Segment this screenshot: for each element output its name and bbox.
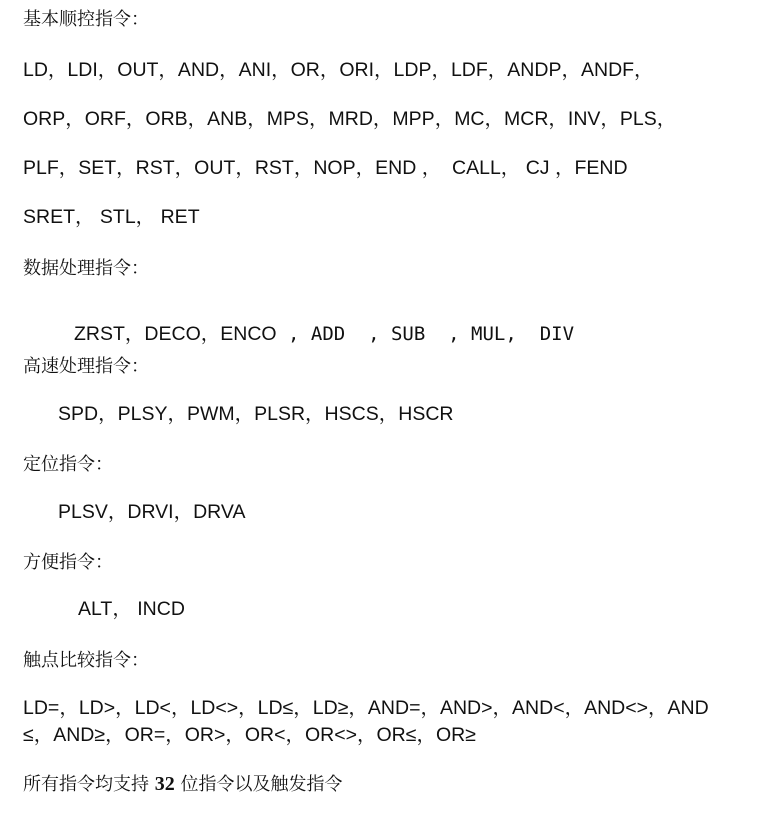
positioning-instructions: PLSV，DRVI，DRVA [58, 501, 246, 523]
data-processing-instructions [58, 309, 574, 361]
section-heading-data-processing: 数据处理指令： [23, 258, 149, 279]
section-heading-positioning: 定位指令： [23, 454, 113, 475]
footer-note [23, 774, 342, 794]
contact-compare-line-1: LD=，LD>，LD<，LD<>，LD≤，LD≥，AND=，AND>，AND<，AND<>，AND [23, 697, 709, 719]
section-heading-contact-compare: 触点比较指令： [23, 650, 149, 671]
section-heading-basic: 基本顺控指令： [23, 9, 149, 30]
section-heading-high-speed: 高速处理指令： [23, 356, 149, 377]
basic-instructions-line-3: PLF，SET，RST，OUT，RST，NOP，END ， CALL， CJ ，FEND [23, 157, 628, 179]
footer-note-after: 位指令以及触发指令 [174, 774, 343, 795]
basic-instructions-line-4: SRET， STL， RET [23, 206, 200, 228]
data-processing-line-b: , ADD , SUB , MUL, DIV [276, 323, 575, 345]
footer-note-before: 所有指令均支持 [23, 774, 155, 795]
basic-instructions-line-2: ORP，ORF，ORB，ANB，MPS，MRD，MPP，MC，MCR，INV，PLS， [23, 108, 677, 130]
section-heading-convenience: 方便指令： [23, 552, 113, 573]
footer-note-number: 32 [154, 773, 175, 795]
basic-instructions-line-1: LD，LDI，OUT，AND，ANI，OR，ORI，LDP，LDF，ANDP，ANDF， [23, 59, 654, 81]
contact-compare-line-2: ≤，AND≥，OR=，OR>，OR<，OR<>，OR≤，OR≥ [23, 724, 476, 746]
high-speed-instructions: SPD，PLSY，PWM，PLSR，HSCS，HSCR [58, 403, 454, 425]
convenience-instructions: ALT， INCD [78, 598, 185, 620]
data-processing-line-a: ZRST，DECO，ENCO [74, 323, 277, 345]
